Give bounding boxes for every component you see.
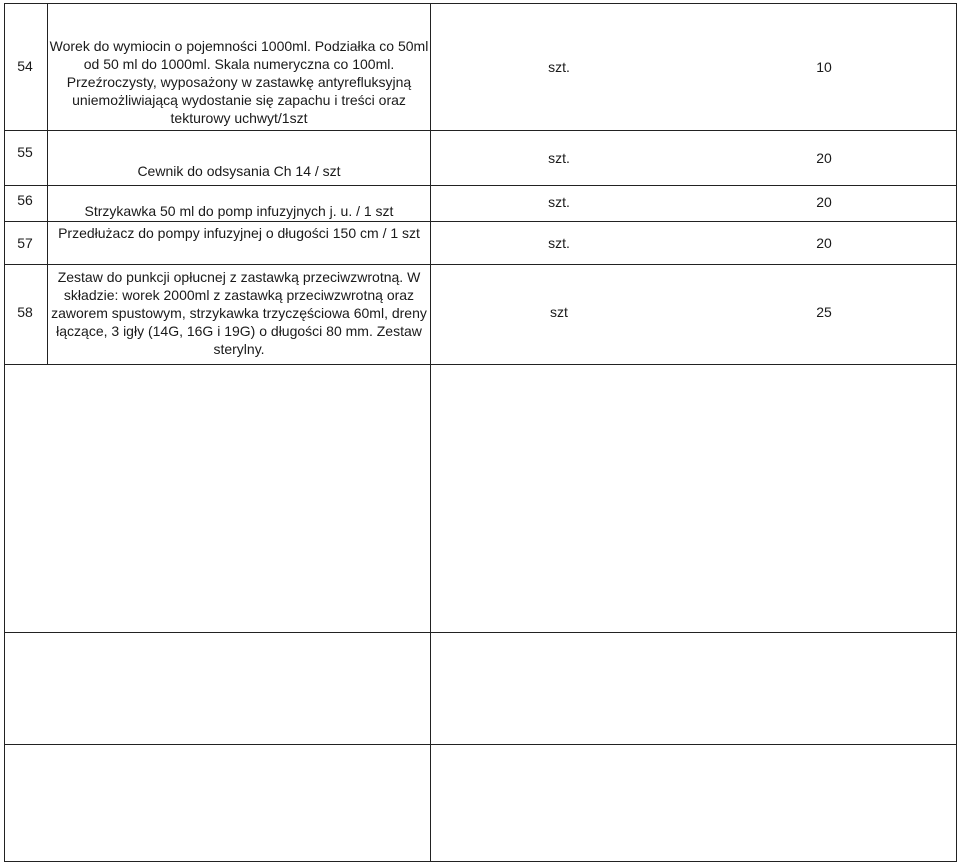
table-rule (4, 3, 957, 4)
item-description: Strzykawka 50 ml do pomp infuzyjnych j. u. / 1 szt (84, 203, 394, 219)
table-rule (4, 744, 957, 745)
row-number: 55 (17, 144, 33, 160)
item-description: Cewnik do odsysania Ch 14 / szt (137, 163, 341, 179)
item-description: Zestaw do punkcji opłucnej z zastawką przeciwzwrotną. W składzie: worek 2000ml z zastawką przeciwzwrotną oraz zaworem spustowym, strzykawka trzyczęściowa 60ml, dreny łączące, 3 igły (14G, 16G i 19G) o długości 80 mm. Zestaw sterylny. (51, 269, 427, 357)
row-number: 56 (17, 192, 33, 208)
row-number: 57 (17, 235, 33, 251)
item-quantity: 10 (816, 59, 832, 75)
table-rule (4, 364, 957, 365)
row-number: 54 (17, 58, 33, 74)
table-rule (4, 221, 957, 222)
table-rule (430, 3, 431, 862)
item-unit: szt. (548, 235, 570, 251)
item-quantity: 20 (816, 235, 832, 251)
table-rule (956, 3, 957, 862)
item-unit: szt. (548, 194, 570, 210)
item-description: Przedłużacz do pompy infuzyjnej o długości 150 cm / 1 szt (58, 225, 420, 241)
price-table (4, 3, 957, 863)
table-rule (4, 130, 957, 131)
item-quantity: 20 (816, 150, 832, 166)
item-unit: szt (550, 304, 568, 320)
item-quantity: 25 (816, 304, 832, 320)
item-quantity: 20 (816, 194, 832, 210)
item-description: Worek do wymiocin o pojemności 1000ml. Podziałka co 50ml od 50 ml do 1000ml. Skala numeryczna co 100ml. Przeźroczysty, wyposażony w zastawkę antyrefluksyjną uniemożliwiającą wydostanie się zapachu i treści oraz tekturowy uchwyt/1szt (49, 38, 429, 126)
table-rule (4, 264, 957, 265)
row-number: 58 (17, 304, 33, 320)
table-rule (4, 861, 957, 862)
table-rule (4, 3, 5, 862)
item-unit: szt. (548, 59, 570, 75)
table-rule (4, 185, 957, 186)
table-rule (4, 632, 957, 633)
item-unit: szt. (548, 150, 570, 166)
